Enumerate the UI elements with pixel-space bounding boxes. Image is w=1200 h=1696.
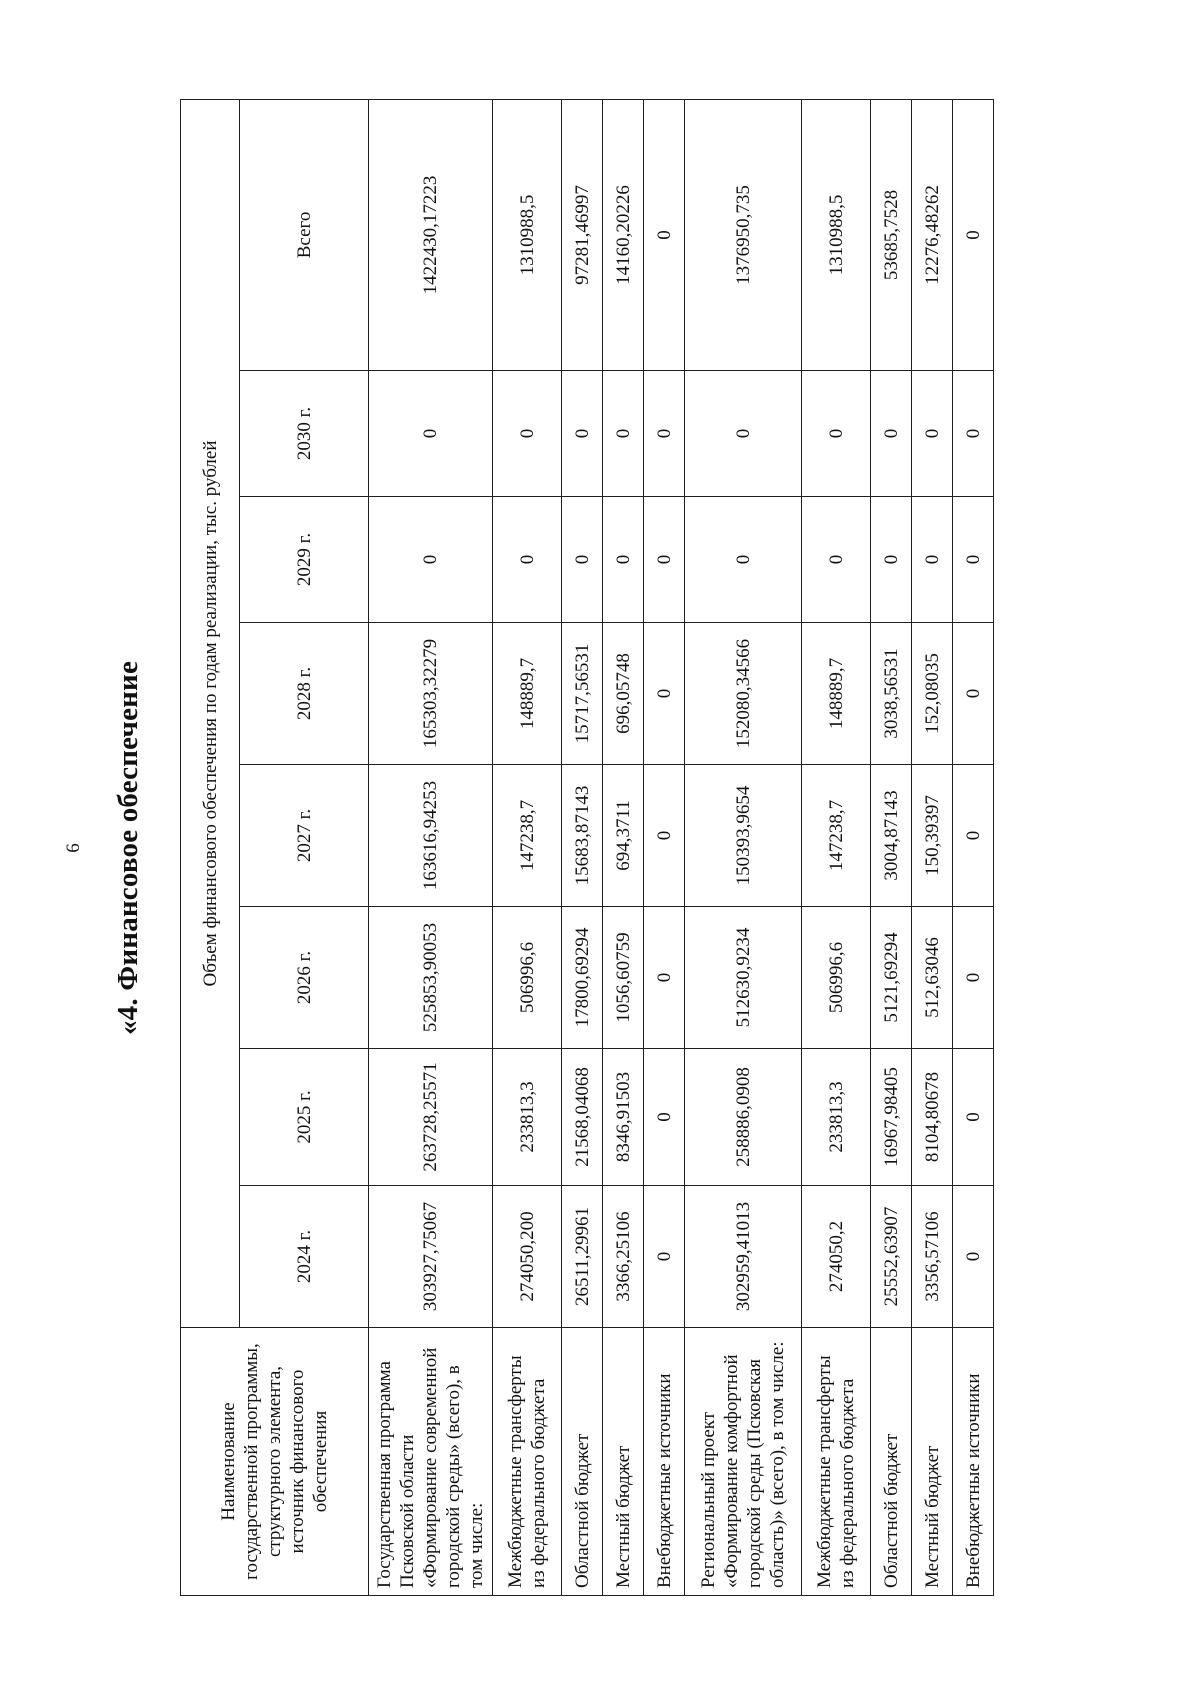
row-name-cell: Областной бюджет: [871, 1328, 912, 1596]
year-value-cell: 8104,80678: [912, 1049, 953, 1186]
year-value-cell: 525853,90053: [369, 907, 493, 1049]
year-value-cell: 0: [953, 497, 994, 623]
year-value-cell: 0: [369, 371, 493, 497]
year-value-cell: 0: [685, 497, 802, 623]
year-value-cell: 506996,6: [802, 907, 871, 1049]
total-value-cell: 97281,46997: [562, 99, 603, 370]
total-value-cell: 53685,7528: [871, 99, 912, 370]
year-value-cell: 165303,32279: [369, 623, 493, 765]
year-value-cell: 0: [644, 1049, 685, 1186]
header-row-1: [181, 99, 240, 1595]
year-value-cell: 147238,7: [493, 765, 562, 907]
year-value-cell: 152080,34566: [685, 623, 802, 765]
year-header: 2030 г.: [240, 371, 369, 497]
year-value-cell: 233813,3: [802, 1049, 871, 1186]
table-row: [912, 99, 953, 1595]
year-value-cell: 0: [644, 371, 685, 497]
year-value-cell: 0: [953, 1049, 994, 1186]
table-row: [953, 99, 994, 1595]
page-number: 6: [63, 843, 84, 853]
year-value-cell: 0: [493, 497, 562, 623]
table-row: [871, 99, 912, 1595]
total-value-cell: 12276,48262: [912, 99, 953, 370]
year-value-cell: 274050,200: [493, 1186, 562, 1328]
row-name-cell: Внебюджетные источники: [644, 1328, 685, 1596]
year-value-cell: 0: [953, 765, 994, 907]
year-value-cell: 0: [644, 1186, 685, 1328]
table-row: [369, 99, 493, 1595]
year-value-cell: 0: [953, 907, 994, 1049]
year-value-cell: 148889,7: [802, 623, 871, 765]
year-header: 2026 г.: [240, 907, 369, 1049]
year-value-cell: 25552,63907: [871, 1186, 912, 1328]
year-value-cell: 274050,2: [802, 1186, 871, 1328]
year-value-cell: 0: [644, 907, 685, 1049]
year-value-cell: 0: [562, 371, 603, 497]
year-value-cell: 150393,9654: [685, 765, 802, 907]
year-value-cell: 3356,57106: [912, 1186, 953, 1328]
total-value-cell: 0: [644, 99, 685, 370]
year-value-cell: 0: [685, 371, 802, 497]
year-value-cell: 3366,25106: [603, 1186, 644, 1328]
year-value-cell: 17800,69294: [562, 907, 603, 1049]
row-name-cell: Внебюджетные источники: [953, 1328, 994, 1596]
total-value-cell: 14160,20226: [603, 99, 644, 370]
year-value-cell: 0: [912, 497, 953, 623]
year-header: 2028 г.: [240, 623, 369, 765]
section-heading: «4. Финансовое обеспечение: [112, 660, 144, 1036]
year-value-cell: 0: [644, 497, 685, 623]
row-name-cell: Государственная программа Псковской области «Формирование современной городской среды» (всего), в том числе:: [369, 1328, 493, 1596]
year-value-cell: 0: [644, 623, 685, 765]
year-value-cell: 0: [871, 371, 912, 497]
year-value-cell: 26511,29961: [562, 1186, 603, 1328]
table-body: [369, 99, 994, 1595]
year-value-cell: 0: [802, 497, 871, 623]
year-value-cell: 0: [644, 765, 685, 907]
year-value-cell: 15717,56531: [562, 623, 603, 765]
total-value-cell: 1422430,17223: [369, 99, 493, 370]
year-value-cell: 8346,91503: [603, 1049, 644, 1186]
year-value-cell: 152,08035: [912, 623, 953, 765]
financing-table: [180, 99, 994, 1596]
year-value-cell: 0: [912, 371, 953, 497]
financing-table-container: [180, 100, 994, 1596]
row-name-cell: Местный бюджет: [912, 1328, 953, 1596]
year-value-cell: 163616,94253: [369, 765, 493, 907]
year-value-cell: 302959,41013: [685, 1186, 802, 1328]
rotated-page-content: [112, 0, 1200, 1696]
year-value-cell: 0: [953, 1186, 994, 1328]
total-header: Всего: [240, 99, 369, 370]
year-value-cell: 0: [603, 497, 644, 623]
table-row: [603, 99, 644, 1595]
year-value-cell: 512,63046: [912, 907, 953, 1049]
table-row: [644, 99, 685, 1595]
year-header: 2024 г.: [240, 1186, 369, 1328]
year-value-cell: 15683,87143: [562, 765, 603, 907]
year-value-cell: 258886,0908: [685, 1049, 802, 1186]
total-value-cell: 1310988,5: [493, 99, 562, 370]
year-value-cell: 0: [603, 371, 644, 497]
year-value-cell: 5121,69294: [871, 907, 912, 1049]
year-value-cell: 0: [953, 371, 994, 497]
row-name-cell: Межбюджетные трансферты из федерального бюджета: [802, 1328, 871, 1596]
row-name-cell: Межбюджетные трансферты из федерального бюджета: [493, 1328, 562, 1596]
total-value-cell: 1376950,735: [685, 99, 802, 370]
year-value-cell: 0: [871, 497, 912, 623]
total-value-cell: 1310988,5: [802, 99, 871, 370]
year-value-cell: 0: [953, 623, 994, 765]
year-header: 2025 г.: [240, 1049, 369, 1186]
total-value-cell: 0: [953, 99, 994, 370]
year-value-cell: 233813,3: [493, 1049, 562, 1186]
year-value-cell: 263728,25571: [369, 1049, 493, 1186]
year-value-cell: 506996,6: [493, 907, 562, 1049]
year-value-cell: 0: [369, 497, 493, 623]
year-value-cell: 1056,60759: [603, 907, 644, 1049]
year-value-cell: 0: [493, 371, 562, 497]
year-value-cell: 3004,87143: [871, 765, 912, 907]
row-name-cell: Областной бюджет: [562, 1328, 603, 1596]
year-value-cell: 696,05748: [603, 623, 644, 765]
year-value-cell: 147238,7: [802, 765, 871, 907]
table-row: [685, 99, 802, 1595]
year-value-cell: 148889,7: [493, 623, 562, 765]
year-header: 2029 г.: [240, 497, 369, 623]
row-name-cell: Местный бюджет: [603, 1328, 644, 1596]
year-value-cell: 0: [802, 371, 871, 497]
year-value-cell: 694,3711: [603, 765, 644, 907]
year-value-cell: 512630,9234: [685, 907, 802, 1049]
table-row: [493, 99, 562, 1595]
year-value-cell: 150,39397: [912, 765, 953, 907]
year-header: 2027 г.: [240, 765, 369, 907]
year-value-cell: 3038,56531: [871, 623, 912, 765]
table-row: [562, 99, 603, 1595]
year-value-cell: 21568,04068: [562, 1049, 603, 1186]
table-row: [802, 99, 871, 1595]
funding-group-header: Объем финансового обеспечения по годам реализации, тыс. рублей: [181, 99, 240, 1327]
year-value-cell: 303927,75067: [369, 1186, 493, 1328]
year-value-cell: 16967,98405: [871, 1049, 912, 1186]
row-name-cell: Региональный проект «Формирование комфортной городской среды (Псковская область)» (всего), в том числе:: [685, 1328, 802, 1596]
name-column-header: Наименование государственной программы, структурного элемента, источник финансового обеспечения: [181, 1328, 369, 1596]
year-value-cell: 0: [562, 497, 603, 623]
